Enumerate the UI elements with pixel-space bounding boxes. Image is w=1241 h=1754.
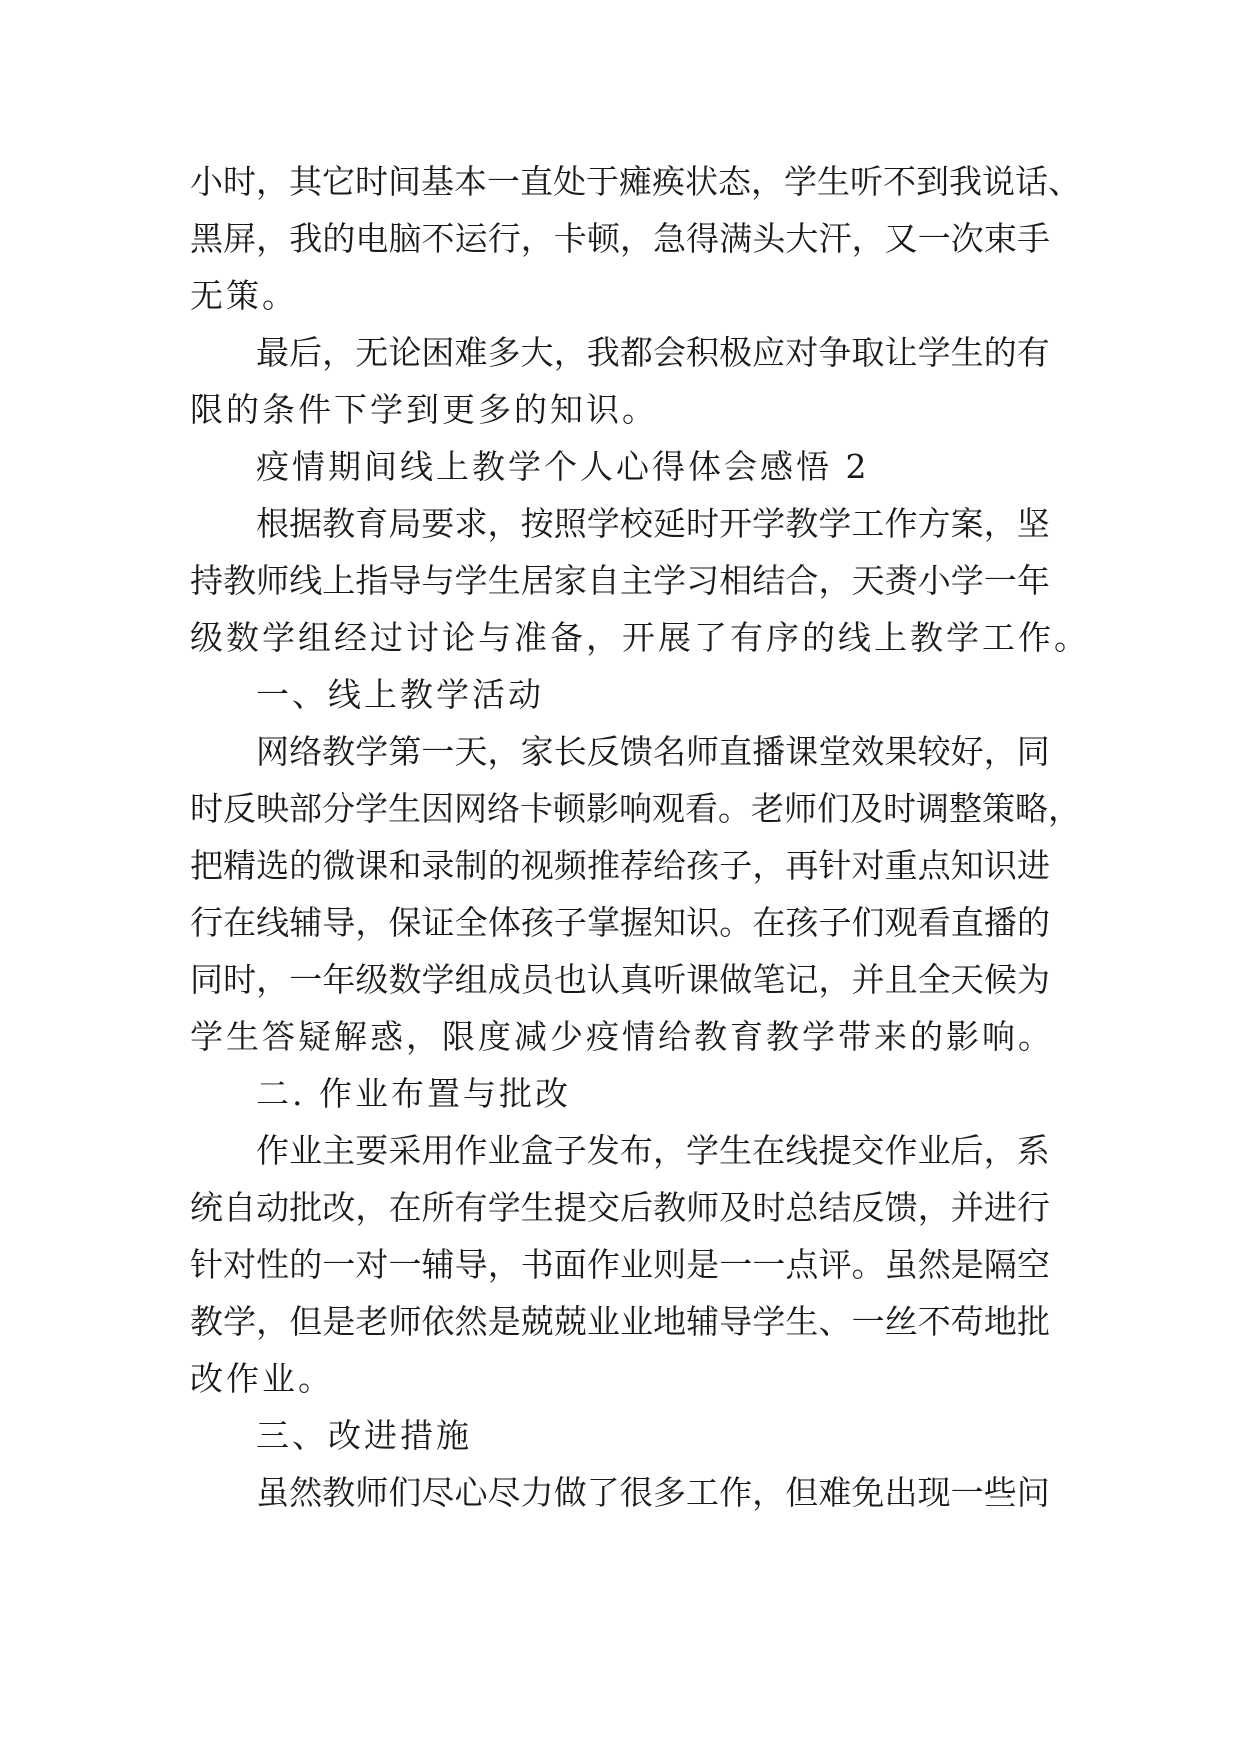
text-line: 针 对 性 的 一 对 一 辅 导 ， 书 面 作 业 则 是 一 一 点 评 。 虽 然 是 隔 空	[190, 1245, 1050, 1284]
text-line: 把 精 选 的 微 课 和 录 制 的 视 频 推 荐 给 孩 子 ， 再 针 对 重 点 知 识 进	[190, 846, 1050, 885]
section-heading: 一、线上教学活动	[256, 675, 544, 714]
text-line: 同 时 ， 一 年 级 数 学 组 成 员 也 认 真 听 课 做 笔 记 ， 并 且 全 天 候 为	[190, 960, 1050, 999]
text-line: 小 时 ， 其 它 时 间 基 本 一 直 处 于 瘫 痪 状 态 ， 学 生 听 不 到 我 说 话 、	[190, 162, 1081, 201]
document-body	[190, 153, 1090, 1521]
text-line: 教 学 ， 但 是 老 师 依 然 是 兢 兢 业 业 地 辅 导 学 生 、 一 丝 不 苟 地 批	[190, 1302, 1050, 1341]
text-line: 最 后 ， 无 论 困 难 多 大 ， 我 都 会 积 极 应 对 争 取 让 学 生 的 有	[256, 333, 1050, 372]
text-line: 虽 然 教 师 们 尽 心 尽 力 做 了 很 多 工 作 ， 但 难 免 出 现 一 些 问	[256, 1473, 1050, 1512]
section-heading: 三、改进措施	[256, 1416, 472, 1455]
text-line: 根 据 教 育 局 要 求 ， 按 照 学 校 延 时 开 学 教 学 工 作 方 案 ， 坚	[256, 504, 1050, 543]
text-line: 级数学组经过讨论与准备，开展了有序的线上教学工作。	[190, 618, 1090, 657]
text-line: 统 自 动 批 改 ， 在 所 有 学 生 提 交 后 教 师 及 时 总 结 反 馈 ， 并 进 行	[190, 1188, 1050, 1227]
text-line: 学生答疑解惑，限度减少疫情给教育教学带来的影响。	[190, 1017, 1054, 1056]
text-line: 持 教 师 线 上 指 导 与 学 生 居 家 自 主 学 习 相 结 合 ， 天 赉 小 学 一 年	[190, 561, 1050, 600]
text-line: 改作业。	[190, 1359, 334, 1398]
text-line: 无策。	[190, 276, 298, 315]
section-heading: 二. 作业布置与批改	[256, 1074, 571, 1113]
text-line: 黑 屏 ， 我 的 电 脑 不 运 行 ， 卡 顿 ， 急 得 满 头 大 汗 ， 又 一 次 束 手	[190, 219, 1050, 258]
text-line: 行 在 线 辅 导 ， 保 证 全 体 孩 子 掌 握 知 识 。 在 孩 子 们 观 看 直 播 的	[190, 903, 1050, 942]
text-line: 限的条件下学到更多的知识。	[190, 390, 658, 429]
text-line: 时 反 映 部 分 学 生 因 网 络 卡 顿 影 响 观 看 。 老 师 们 及 时 调 整 策 略 ，	[190, 789, 1081, 828]
text-line: 网 络 教 学 第 一 天 ， 家 长 反 馈 名 师 直 播 课 堂 效 果 较 好 ， 同	[256, 732, 1050, 771]
text-line: 作 业 主 要 采 用 作 业 盒 子 发 布 ， 学 生 在 线 提 交 作 业 后 ， 系	[256, 1131, 1050, 1170]
section-heading: 疫情期间线上教学个人心得体会感悟 2	[256, 447, 870, 486]
